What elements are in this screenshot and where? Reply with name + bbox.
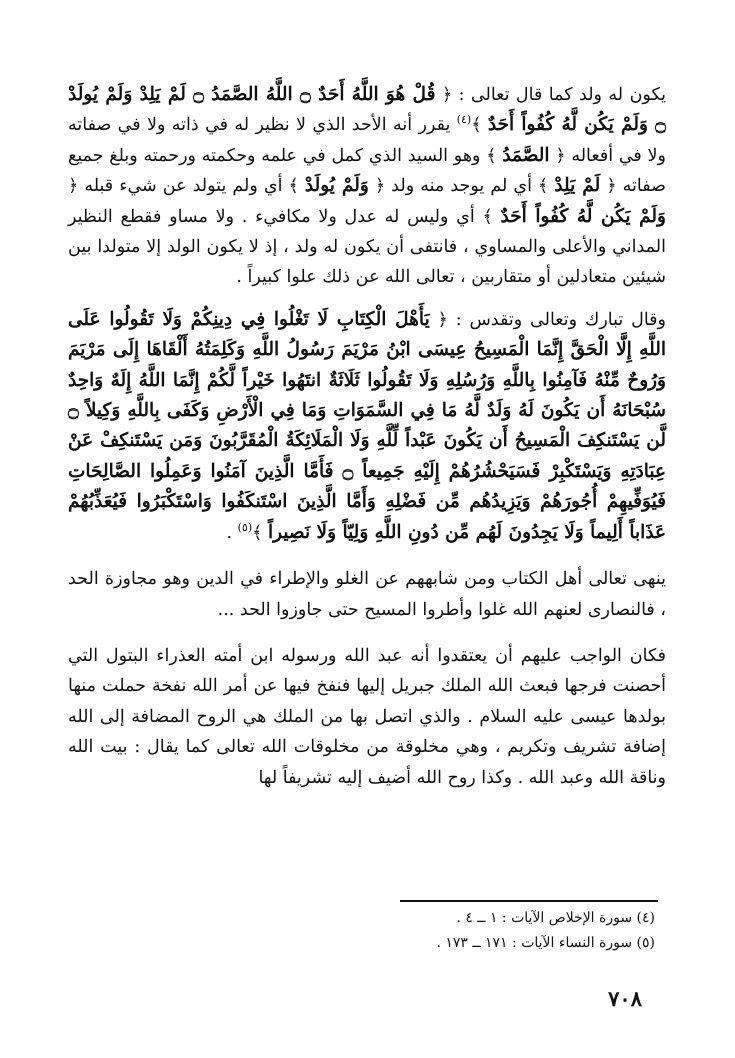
paragraph-nisa-verses xyxy=(68,305,666,548)
text-segment: وقال تبارك وتعالى وتقدس : xyxy=(447,309,666,330)
footnote-divider xyxy=(400,900,658,902)
text-segment: أي لم يوجد منه ولد xyxy=(385,176,538,197)
quran-phrase-kufuwan: وَلَمْ يَكُن لَّهُ كُفُواً أَحَدٌ xyxy=(500,205,666,227)
quran-open-bracket: ﴿ xyxy=(555,145,566,166)
text-segment: . xyxy=(226,522,238,543)
quran-verse-nisa: يَأَهْلَ الْكِتَابِ لَا تَغْلُوا فِي دِينِكُمْ وَلَا تَقُولُوا عَلَى اللَّهِ إِلَّا الْحَقَّ إِنَّمَا الْمَسِيحُ عِيسَى ابْنُ مَرْيَمَ رَسُولُ اللَّهِ وَكَلِمَتُهُ أَلْقَاهَا إِلَى مَرْيَمَ وَرُوحٌ مِّنْهُ فَآمِنُوا بِاللَّهِ وَرُسُلِهِ وَلَا تَقُولُوا ثَلَاثَةٌ انتَهُوا خَيْراً لَّكُمْ إِنَّمَا اللَّهُ إِلَهٌ وَاحِدٌ سُبْحَانَهُ أَن يَكُونَ لَهُ وَلَدٌ لَّهُ مَا فِي السَّمَوَاتِ وَمَا فِي الْأَرْضِ وَكَفَى بِاللَّهِ وَكِيلاً ۝ لَّن يَسْتَنكِفَ الْمَسِيحُ أَن يَكُونَ عَبْداً لِّلَّهِ وَلَا الْمَلَائِكَةُ الْمُقَرَّبُونَ وَمَن يَسْتَنكِفْ عَنْ عِبَادَتِهِ وَيَسْتَكْبِرْ فَسَيَحْشُرُهُمْ إِلَيْهِ جَمِيعاً ۝ فَأَمَّا الَّذِينَ آمَنُوا وَعَمِلُوا الصَّالِحَاتِ فَيُوَفِّيهِمْ أُجُورَهُمْ وَيَزِيدُهُم مِّن فَضْلِهِ وَأَمَّا الَّذِينَ اسْتَنكَفُوا وَاسْتَكْبَرُوا فَيُعَذِّبُهُمْ عَذَاباً أَلِيماً وَلَا يَجِدُونَ لَهُم مِّن دُونِ اللَّهِ وَلِيّاً وَلَا نَصِيراً xyxy=(68,308,666,543)
quran-close-bracket: ﴾ xyxy=(538,176,549,197)
page-number: ٧٠٨ xyxy=(608,986,642,1011)
footnote-ref-5: (٥) xyxy=(237,520,253,534)
quran-open-bracket: ﴿ xyxy=(441,85,453,105)
quran-open-bracket: ﴿ xyxy=(437,309,448,330)
footnote-5: (٥) سورة النساء الآيات : ١٧١ ــ ١٧٣ . xyxy=(436,935,655,951)
quran-verse-ikhlas: قُلْ هُوَ اللَّهُ أَحَدٌ ۝ اللَّهُ الصَّمَدُ ۝ لَمْ يَلِدْ وَلَمْ يُولَدْ ۝ وَلَمْ يَكُن لَّهُ كُفُواً أَحَدٌ xyxy=(68,84,666,136)
quran-close-bracket: ﴾ xyxy=(288,176,299,197)
paragraph-obligation: فكان الواجب عليهم أن يعتقدوا أنه عبد الله ورسوله ابن أمته العذراء البتول التي أحصنت فرجها فبعث الله الملك جبريل إليها فنفخ فيها عن أمر الله نفخة حملت منها بولدها عيسى عليه السلام . والذي اتصل بها من الملك هي الروح المضافة إلى الله إضافة تشريف وتكريم ، وهي مخلوقة من مخلوقات الله تعالى كما يقال : بيت الله وناقة الله وعبد الله . وكذا روح الله أضيف إليه تشريفاً لها xyxy=(68,645,666,788)
quran-close-bracket: ﴾ xyxy=(252,522,263,543)
quran-close-bracket: ﴾ xyxy=(471,115,482,136)
paragraph-ikhlas-commentary xyxy=(68,80,666,293)
quran-open-bracket: ﴿ xyxy=(606,176,617,197)
quran-open-bracket: ﴿ xyxy=(374,176,386,197)
footnote-ref-4: (٤) xyxy=(456,113,472,127)
quran-phrase-lam-yulad: وَلَمْ يُولَدْ xyxy=(304,175,369,197)
footnote-4: (٤) سورة الإخلاص الآيات : ١ ــ ٤ . xyxy=(456,910,655,926)
body-text xyxy=(68,80,666,793)
quran-close-bracket: ﴾ xyxy=(486,145,497,166)
quran-word-samad: الصَّمَدُ xyxy=(502,144,550,166)
quran-phrase-lam-yalid: لَمْ يَلِدْ xyxy=(554,175,601,197)
paragraph-ghuluw: ينهى تعالى أهل الكتاب ومن شابههم عن الغلو والإطراء في الدين وهو مجاوزة الحد ، فالنصارى لعنهم الله غلوا وأطروا المسيح حتى جاوزوا الحد ... xyxy=(68,569,666,620)
text-segment: أي وليس له عدل ولا مكافيء . ولا مساو فقطع النظير المداني والأعلى والمساوي ، فانتفى أن يكون له ولد ، إذ لا يكون الولد إلا متولدا بين شيئين متعادلين أو متقاربين ، تعالى الله عن ذلك علوا كبيراً . xyxy=(68,206,666,288)
text-segment: يكون له ولد كما قال تعالى : xyxy=(452,85,666,105)
text-segment: وهو السيد الذي كمل في علمه وحكمته ورحمته وبلغ جميع صفاته xyxy=(68,145,666,197)
quran-open-bracket: ﴿ xyxy=(68,176,79,197)
text-segment: أي ولم يتولد عن شيء قبله xyxy=(78,176,289,197)
footnotes xyxy=(300,906,655,956)
text-segment: يقرر أنه الأحد الذي لا نظير له في ذاته ولا في صفاته ولا في أفعاله xyxy=(68,115,666,166)
quran-close-bracket: ﴾ xyxy=(482,206,493,227)
